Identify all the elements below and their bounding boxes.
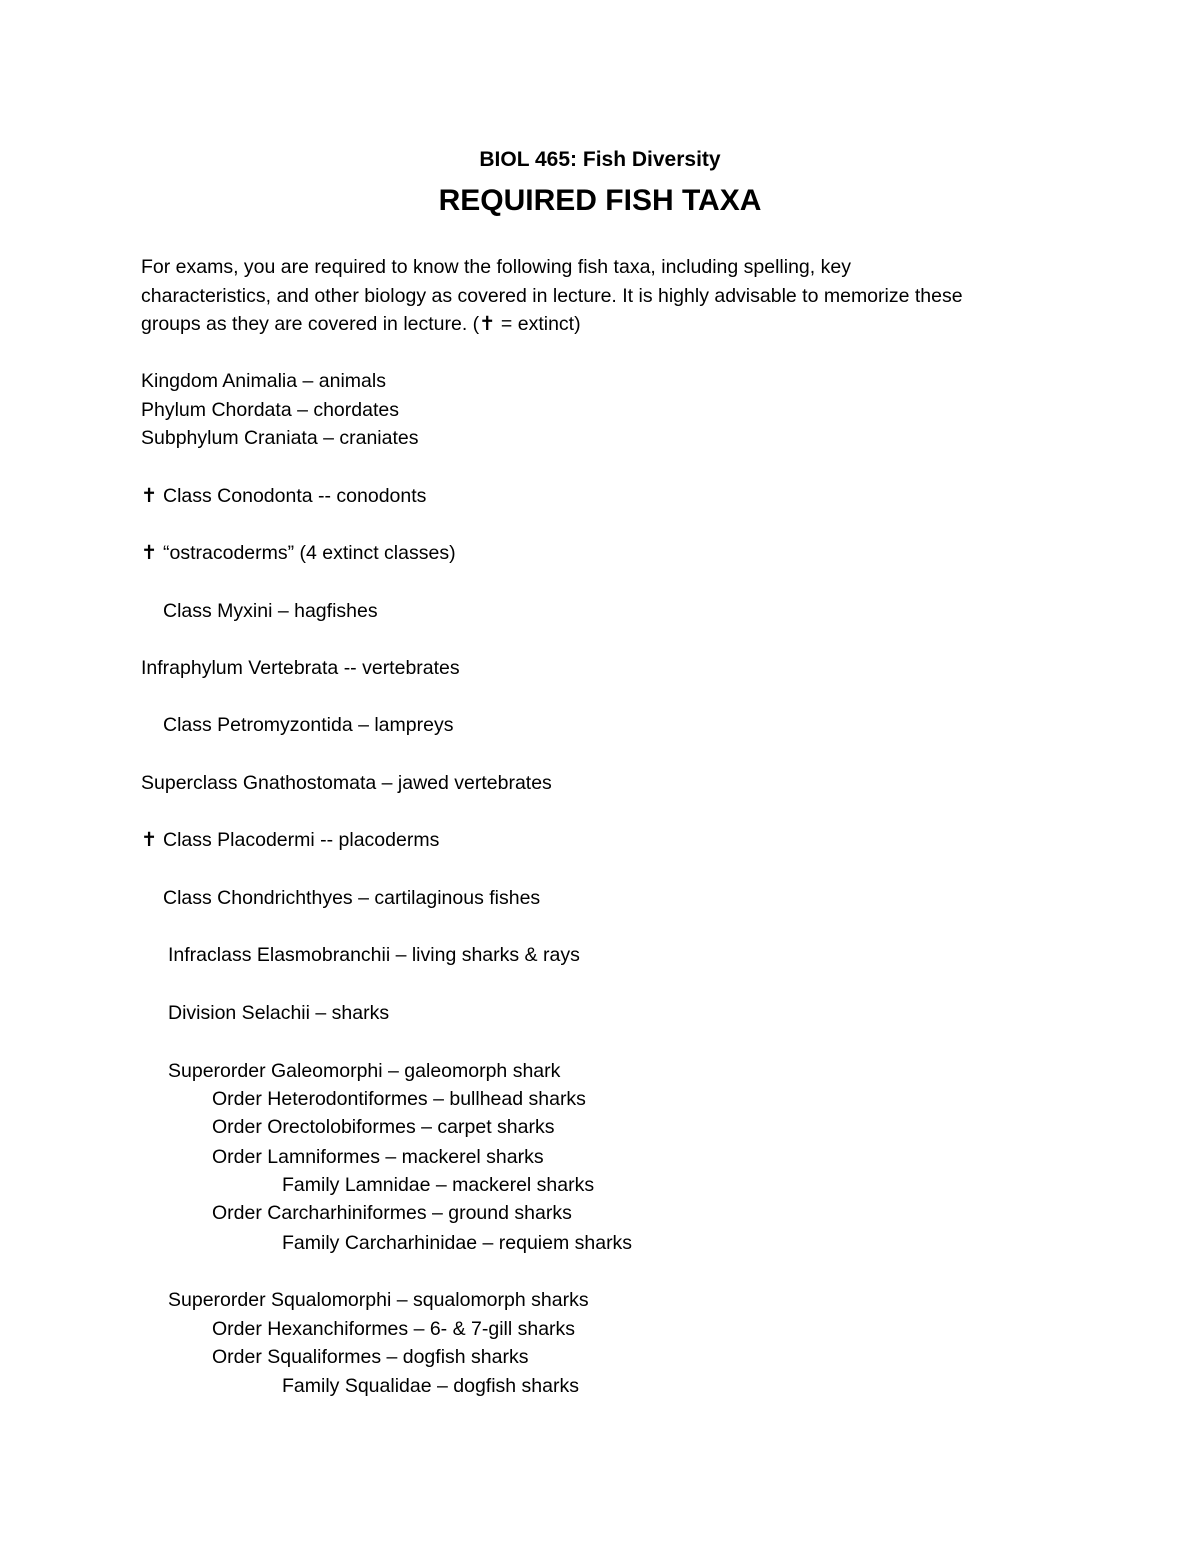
taxon-conodonta: Class Conodonta -- conodonts xyxy=(163,485,427,507)
taxon-chondrichthyes: Class Chondrichthyes – cartilaginous fishes xyxy=(163,887,541,909)
taxon-phylum: Phylum Chordata – chordates xyxy=(141,399,399,421)
intro-line: groups as they are covered in lecture. (✝ = extinct) xyxy=(141,313,581,336)
intro-line: characteristics, and other biology as covered in lecture. It is highly advisable to memorize these xyxy=(141,284,963,307)
taxon-gnathostomata: Superclass Gnathostomata – jawed vertebrates xyxy=(141,772,552,794)
taxon-lamnidae: Family Lamnidae – mackerel sharks xyxy=(282,1174,595,1196)
taxon-vertebrata: Infraphylum Vertebrata -- vertebrates xyxy=(141,657,460,679)
taxon-subphylum: Subphylum Craniata – craniates xyxy=(141,427,419,449)
taxon-placodermi: Class Placodermi -- placoderms xyxy=(163,829,440,851)
taxon-squalomorphi: Superorder Squalomorphi – squalomorph sharks xyxy=(168,1289,589,1311)
taxon-carcharhinidae: Family Carcharhinidae – requiem sharks xyxy=(282,1232,633,1254)
taxon-carcharhiniformes: Order Carcharhiniformes – ground sharks xyxy=(212,1202,572,1224)
intro-line: For exams, you are required to know the following fish taxa, including spelling, key xyxy=(141,256,851,278)
taxon-myxini: Class Myxini – hagfishes xyxy=(163,600,378,622)
taxon-selachii: Division Selachii – sharks xyxy=(168,1002,390,1024)
taxon-elasmobranchii: Infraclass Elasmobranchii – living sharks & rays xyxy=(168,944,580,966)
taxon-galeomorphi: Superorder Galeomorphi – galeomorph shark xyxy=(168,1060,561,1082)
taxon-hexanchiformes: Order Hexanchiformes – 6- & 7-gill sharks xyxy=(212,1318,576,1340)
extinct-dagger-icon: ✝ xyxy=(141,829,158,851)
intro-paragraph xyxy=(141,253,1081,339)
page-title: REQUIRED FISH TAXA xyxy=(438,184,762,217)
taxon-squaliformes: Order Squaliformes – dogfish sharks xyxy=(212,1346,529,1368)
extinct-dagger-icon: ✝ xyxy=(141,485,158,507)
taxon-kingdom: Kingdom Animalia – animals xyxy=(141,370,386,392)
taxon-squalidae: Family Squalidae – dogfish sharks xyxy=(282,1375,579,1397)
taxon-ostracoderms: “ostracoderms” (4 extinct classes) xyxy=(163,542,456,564)
taxon-petromyzontida: Class Petromyzontida – lampreys xyxy=(163,714,454,736)
taxon-lamniformes: Order Lamniformes – mackerel sharks xyxy=(212,1146,544,1168)
taxon-heterodontiformes: Order Heterodontiformes – bullhead sharks xyxy=(212,1088,586,1110)
extinct-dagger-icon: ✝ xyxy=(141,542,158,564)
course-heading: BIOL 465: Fish Diversity xyxy=(479,148,721,171)
taxon-orectolobiformes: Order Orectolobiformes – carpet sharks xyxy=(212,1116,555,1138)
